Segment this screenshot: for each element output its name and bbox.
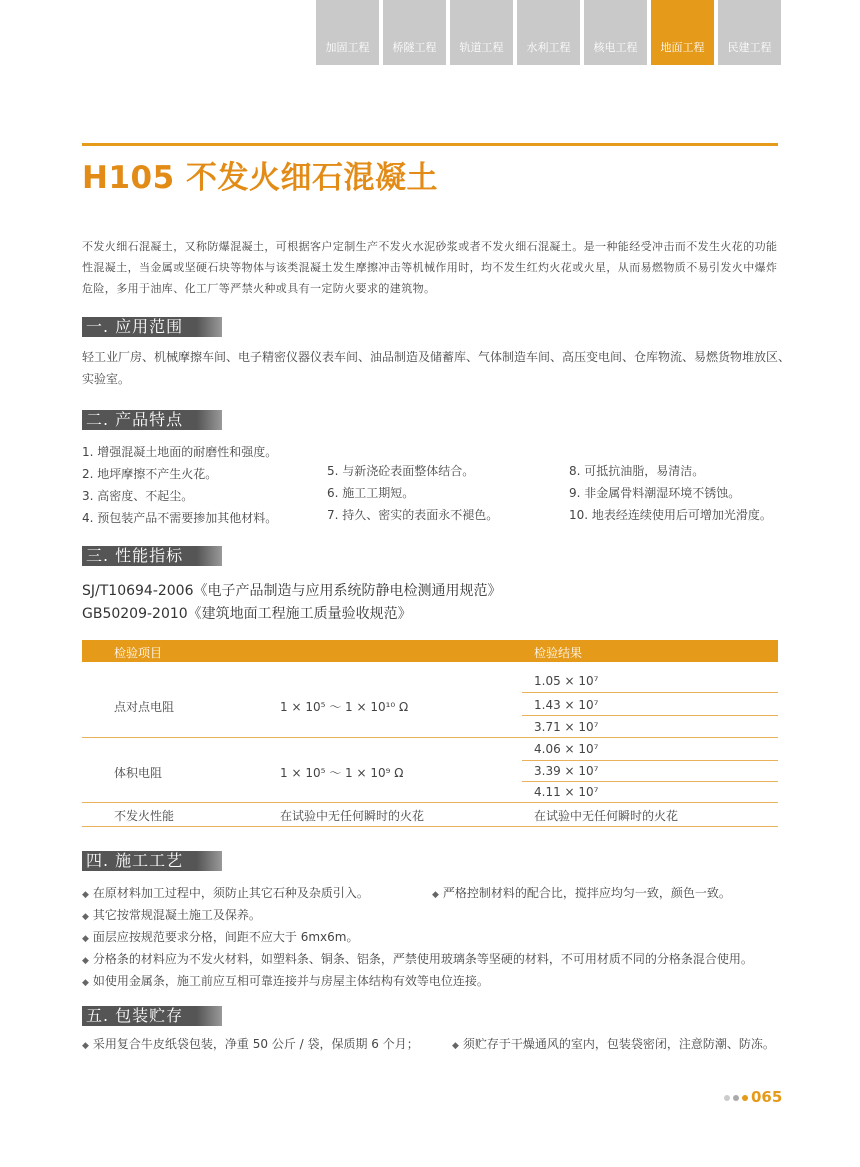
- standard-2: GB50209-2010《建筑地面工程施工质量验收规范》: [82, 606, 412, 622]
- diamond-bullet-icon: ◆: [432, 890, 439, 900]
- application-line-2: 实验室。: [82, 372, 131, 386]
- section-header-packaging: 五. 包装贮存: [82, 1006, 222, 1026]
- packaging-bullet: ◆ 采用复合牛皮纸袋包装，净重 50 公斤 / 袋，保质期 6 个月；: [82, 1037, 419, 1051]
- diamond-bullet-icon: ◆: [82, 1041, 89, 1051]
- construction-bullet: ◆ 如使用金属条，施工前应互相可靠连接并与房屋主体结构有效等电位连接。: [82, 974, 489, 988]
- row2-result-2: 3.39 × 10⁷: [534, 764, 599, 778]
- intro-paragraph: 不发火细石混凝土，又称防爆混凝土，可根据客户定制生产不发火水泥砂浆或者不发火细石混凝土。是一种能经受冲击而不发生火花的功能性混凝土，当金属或坚硬石块等物体与该类混凝土发生摩擦冲击等机械作用时，均不发生红灼火花或火星，从而易燃物质不易引发火中爆炸危险，多用于油库、化工厂等严禁火种或具有一定防火要求的建筑物。: [82, 240, 778, 295]
- construction-bullet: ◆ 严格控制材料的配合比，搅拌应均匀一致，颜色一致。: [432, 886, 731, 900]
- diamond-bullet-icon: ◆: [82, 934, 89, 944]
- feature-item: 2. 地坪摩擦不产生火花。: [82, 467, 218, 481]
- dot-icon: [733, 1095, 739, 1101]
- feature-item: 4. 预包装产品不需要掺加其他材料。: [82, 511, 278, 525]
- row1-result-1: 1.05 × 10⁷: [534, 674, 599, 688]
- construction-bullet: ◆ 在原材料加工过程中，须防止其它石种及杂质引入。: [82, 886, 369, 900]
- feature-item: 5. 与新浇砼表面整体结合。: [327, 464, 475, 478]
- page-title: H105 不发火细石混凝土: [82, 160, 438, 196]
- row2-result-1: 4.06 × 10⁷: [534, 742, 599, 756]
- diamond-bullet-icon: ◆: [82, 956, 89, 966]
- dot-icon: [724, 1095, 730, 1101]
- feature-item: 9. 非金属骨料潮湿环境不锈蚀。: [569, 486, 741, 500]
- section-header-construction: 四. 施工工艺: [82, 851, 222, 871]
- divider: [82, 737, 778, 738]
- tab-ground[interactable]: 地面工程: [651, 0, 714, 65]
- divider: [522, 760, 778, 761]
- application-line-1: 轻工业厂房、机械摩擦车间、电子精密仪器仪表车间、油品制造及储蓄库、气体制造车间、高压变电间、仓库物流、易燃货物堆放区、: [82, 350, 791, 364]
- tab-nuclear[interactable]: 核电工程: [584, 0, 647, 65]
- dot-icon: [742, 1095, 748, 1101]
- divider: [522, 715, 778, 716]
- tab-bridge-tunnel[interactable]: 桥隧工程: [383, 0, 446, 65]
- feature-item: 6. 施工工期短。: [327, 486, 415, 500]
- diamond-bullet-icon: ◆: [82, 978, 89, 988]
- construction-bullet: ◆ 其它按常规混凝土施工及保养。: [82, 908, 261, 922]
- section-header-application: 一. 应用范围: [82, 317, 222, 337]
- feature-item: 10. 地表经连续使用后可增加光滑度。: [569, 508, 772, 522]
- page-number: 065: [724, 1088, 782, 1106]
- packaging-bullet: ◆ 须贮存于干燥通风的室内，包装袋密闭，注意防潮、防冻。: [452, 1037, 775, 1051]
- row3-item: 不发火性能: [114, 809, 175, 823]
- table-header: [82, 640, 778, 662]
- standard-1: SJ/T10694-2006《电子产品制造与应用系统防静电检测通用规范》: [82, 583, 502, 599]
- row1-result-2: 1.43 × 10⁷: [534, 698, 599, 712]
- section-header-performance: 三. 性能指标: [82, 546, 222, 566]
- header-item: 检验项目: [114, 646, 163, 660]
- diamond-bullet-icon: ◆: [82, 890, 89, 900]
- section-header-features: 二. 产品特点: [82, 410, 222, 430]
- feature-item: 7. 持久、密实的表面永不褪色。: [327, 508, 499, 522]
- feature-item: 1. 增强混凝土地面的耐磨性和强度。: [82, 445, 278, 459]
- divider: [522, 692, 778, 693]
- divider: [82, 802, 778, 803]
- feature-item: 8. 可抵抗油脂，易清洁。: [569, 464, 705, 478]
- title-divider: [82, 143, 778, 146]
- header-result: 检验结果: [534, 646, 583, 660]
- row2-requirement: 1 × 10⁵ ～ 1 × 10⁹ Ω: [280, 766, 404, 780]
- tab-civil[interactable]: 民建工程: [718, 0, 781, 65]
- row1-result-3: 3.71 × 10⁷: [534, 720, 599, 734]
- divider: [522, 781, 778, 782]
- diamond-bullet-icon: ◆: [452, 1041, 459, 1051]
- tab-hydraulic[interactable]: 水利工程: [517, 0, 580, 65]
- row3-result: 在试验中无任何瞬时的火花: [534, 809, 679, 823]
- nav-tabs: [316, 0, 785, 65]
- tab-reinforcement[interactable]: 加固工程: [316, 0, 379, 65]
- diamond-bullet-icon: ◆: [82, 912, 89, 922]
- tab-rail[interactable]: 轨道工程: [450, 0, 513, 65]
- row2-item: 体积电阻: [114, 766, 163, 780]
- feature-item: 3. 高密度、不起尘。: [82, 489, 194, 503]
- row1-item: 点对点电阻: [114, 700, 175, 714]
- divider: [82, 826, 778, 827]
- row3-requirement: 在试验中无任何瞬时的火花: [280, 809, 425, 823]
- row2-result-3: 4.11 × 10⁷: [534, 785, 599, 799]
- construction-bullet: ◆ 面层应按规范要求分格，间距不应大于 6mx6m。: [82, 930, 359, 944]
- construction-bullet: ◆ 分格条的材料应为不发火材料，如塑料条、铜条、铝条，严禁使用玻璃条等坚硬的材料，不可用材质不同的分格条混合使用。: [82, 952, 753, 966]
- row1-requirement: 1 × 10⁵ ～ 1 × 10¹⁰ Ω: [280, 700, 409, 714]
